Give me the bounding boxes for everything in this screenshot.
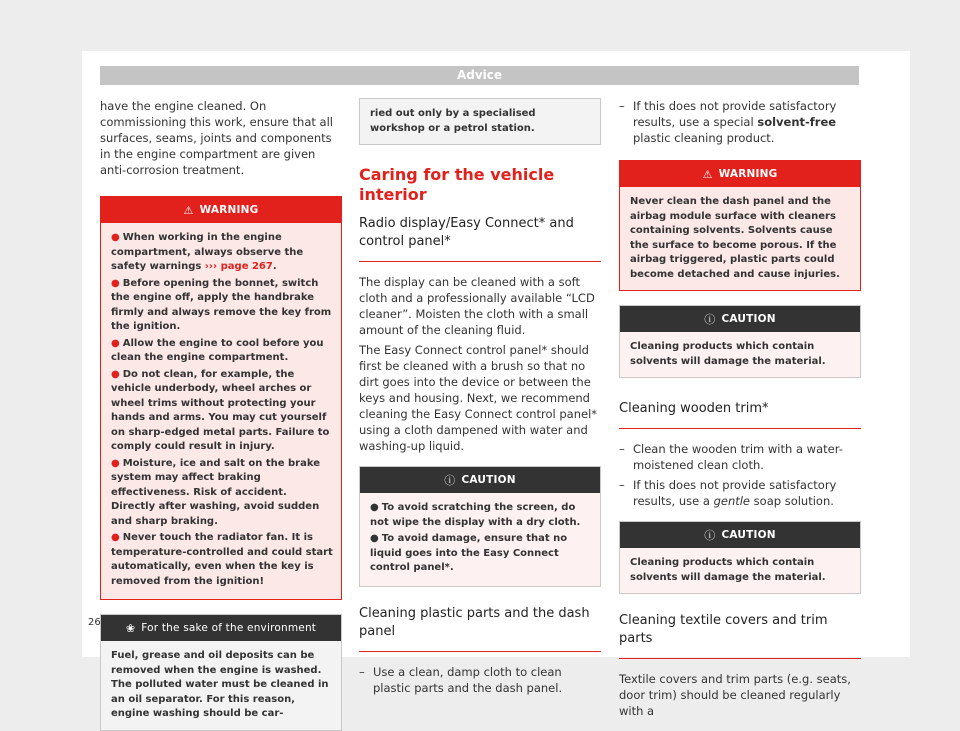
warning-header <box>620 161 860 187</box>
warning-label: WARNING <box>718 168 778 180</box>
paragraph: Textile covers and trim parts (e.g. seats, door trim) should be cleaned regularly with a <box>619 672 851 718</box>
page-header: Advice <box>100 66 859 85</box>
dash-item: – Clean the wooden trim with a water-moistened clean cloth. <box>619 442 843 472</box>
environment-body: Fuel, grease and oil deposits can be removed when the engine is washed. The polluted water must be cleaned in an oil separator. For this reason, engine washing should be car- <box>111 650 329 719</box>
warning-label: WARNING <box>199 204 259 216</box>
bullet-icon: ● <box>111 337 120 349</box>
caution-item: ● To avoid scratching the screen, do not wipe the display with a dry cloth. <box>370 502 581 528</box>
caution-header <box>620 522 860 548</box>
subheading-block <box>619 612 861 659</box>
dash-item: – If this does not provide satisfactory results, use a gentle soap solution. <box>619 478 837 508</box>
subheading-wooden-trim: Cleaning wooden trim* <box>619 401 769 416</box>
paragraph: The Easy Connect control panel* should first be cleaned with a brush so that no dirt goes into the device or between the keys and housing. Next, we recommend cleaning the Easy Connect control panel* using a cloth dampened with water and washing-up liquid. <box>359 343 598 453</box>
subheading-plastic-parts: Cleaning plastic parts and the dash panel <box>359 605 590 639</box>
warning-header <box>101 197 341 223</box>
dash-icon: – <box>619 442 625 456</box>
warning-box <box>619 160 861 291</box>
subheading-block <box>619 400 861 429</box>
subheading-radio-display: Radio display/Easy Connect* and control panel* <box>359 216 574 249</box>
caution-body: Cleaning products which contain solvents will damage the material. <box>630 557 826 583</box>
warning-item: ● Before opening the bonnet, switch the engine off, apply the handbrake firmly and always remove the key from the ignition. <box>111 277 332 332</box>
environment-label: For the sake of the environment <box>141 622 317 634</box>
dash-icon: – <box>359 664 365 679</box>
dash-item: – Use a clean, damp cloth to clean plastic parts and the dash panel. <box>359 664 563 695</box>
environment-body-continued: ried out only by a specialised workshop or a petrol station. <box>370 108 536 134</box>
bullet-icon: ● <box>370 533 379 544</box>
dash-item: – If this does not provide satisfactory results, use a special solvent-free plastic cleaning product. <box>619 99 837 145</box>
bullet-icon: ● <box>370 502 379 513</box>
paragraph: The display can be cleaned with a soft cloth and a professionally available “LCD cleaner”. Moisten the cloth with a small amount of the cleaning fluid. <box>359 275 595 337</box>
dash-icon: – <box>619 99 625 113</box>
column-1 <box>100 98 342 731</box>
warning-item: ● Allow the engine to cool before you clean the engine compartment. <box>111 337 324 363</box>
subheading-block <box>359 215 601 262</box>
info-circle-icon: ⓘ <box>704 529 716 542</box>
page-link[interactable]: ››› page 267 <box>204 261 273 272</box>
column-2 <box>359 98 601 700</box>
caution-header <box>620 306 860 332</box>
bullet-icon: ● <box>111 532 120 543</box>
column-3 <box>619 98 861 723</box>
bullet-icon: ● <box>111 457 120 469</box>
warning-item: ● Moisture, ice and salt on the brake system may affect braking effectiveness. Risk of accident. Directly after washing, avoid sudden and sharp braking. <box>111 457 320 527</box>
bullet-icon: ● <box>111 277 120 289</box>
info-circle-icon: ⓘ <box>704 313 716 326</box>
caution-item: ● To avoid damage, ensure that no liquid goes into the Easy Connect control panel*. <box>370 533 568 573</box>
warning-body: Never clean the dash panel and the airbag module surface with cleaners containing solvents. Solvents cause the surface to become porous. If the airbag triggered, plastic parts could become detached and cause injuries. <box>630 196 840 280</box>
info-circle-icon: ⓘ <box>444 474 456 487</box>
bullet-icon: ● <box>111 232 120 243</box>
warning-triangle-icon: ⚠ <box>183 203 194 217</box>
caution-header <box>360 467 600 493</box>
environment-box-continued <box>359 98 601 145</box>
dash-icon: – <box>619 478 625 492</box>
warning-triangle-icon: ⚠ <box>702 167 713 181</box>
warning-box <box>100 196 342 600</box>
caution-body <box>360 493 600 586</box>
subheading-textile-covers: Cleaning textile covers and trim parts <box>619 613 828 646</box>
page-number: 262 <box>88 617 108 628</box>
caution-label: CAUTION <box>461 474 516 486</box>
environment-box <box>100 614 342 731</box>
caution-label: CAUTION <box>721 529 776 541</box>
bullet-icon: ● <box>111 368 120 380</box>
caution-label: CAUTION <box>721 313 776 325</box>
caution-box <box>619 521 861 594</box>
caution-box <box>619 305 861 378</box>
subheading-block <box>359 605 601 652</box>
warning-body <box>101 223 341 599</box>
environment-header <box>101 615 341 641</box>
flower-icon: ❀ <box>125 621 136 635</box>
warning-item: ● Do not clean, for example, the vehicle underbody, wheel arches or wheel trims without protecting your hands and arms. You may cut yourself on sharp-edged metal parts. Failure to comply could result in injury. <box>111 368 330 452</box>
warning-item: ● Never touch the radiator fan. It is temperature-controlled and could start automatically, even when the key is removed from the ignition! <box>111 532 333 587</box>
intro-paragraph: have the engine cleaned. On commissioning this work, ensure that all surfaces, seams, joints and components in the engine compartment are given anti-corrosion treatment. <box>100 99 333 177</box>
warning-item: ● When working in the engine compartment, always observe the safety warnings ››› page 267. <box>111 232 304 272</box>
section-heading: Caring for the vehicle interior <box>359 165 555 204</box>
caution-body: Cleaning products which contain solvents will damage the material. <box>630 341 826 367</box>
caution-box <box>359 466 601 587</box>
